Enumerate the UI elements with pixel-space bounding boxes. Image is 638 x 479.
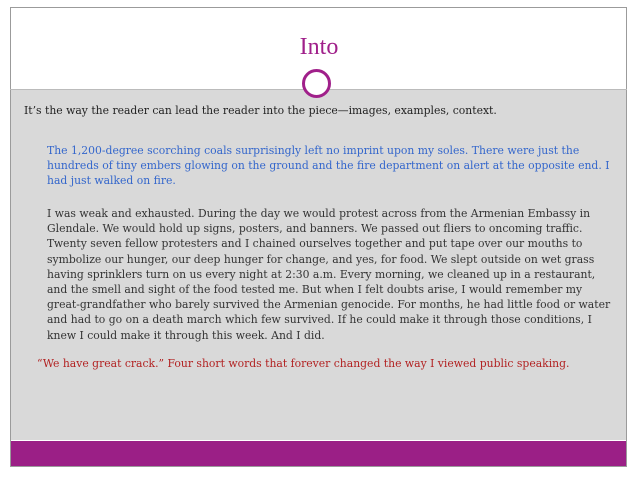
example-paragraph-protest: I was weak and exhausted. During the day we would protest across from the Armenian Embassy in Glendale. We would hold up signs, posters, and banners. We passed out fliers to oncoming traffic. Twenty seven fellow protesters and I chained ourselves together and put tape over our mouths to symbolize our hunger, our deep hunger for change, and yes, for food. We slept outside on wet grass having sprinklers turn on us every night at 2:30 a.m. Every morning, we cleaned up in a restaurant, and the smell and sight of the food tested me. But when I felt doubts arise, I would remember my great-grandfather who barely survived the Armenian genocide. For months, he had little food or water and had to go on a death march which few survived. If he could make it through those conditions, I knew I could make it through this week. And I did. [47,207,611,342]
circle-ornament-icon [302,69,331,98]
intro-text: It’s the way the reader can lead the reader into the piece—images, examples, context. [24,104,497,117]
example-paragraph-fire: The 1,200-degree scorching coals surprisingly left no imprint upon my soles. There were just the hundreds of tiny embers glowing on the ground and the fire department on alert at the opposite end. I had just walked on fire. [47,144,610,188]
footer-bar [11,441,626,466]
example-paragraph-quote: “We have great crack.” Four short words that forever changed the way I viewed public speaking. [37,357,570,370]
slide-title: Into [299,34,339,60]
